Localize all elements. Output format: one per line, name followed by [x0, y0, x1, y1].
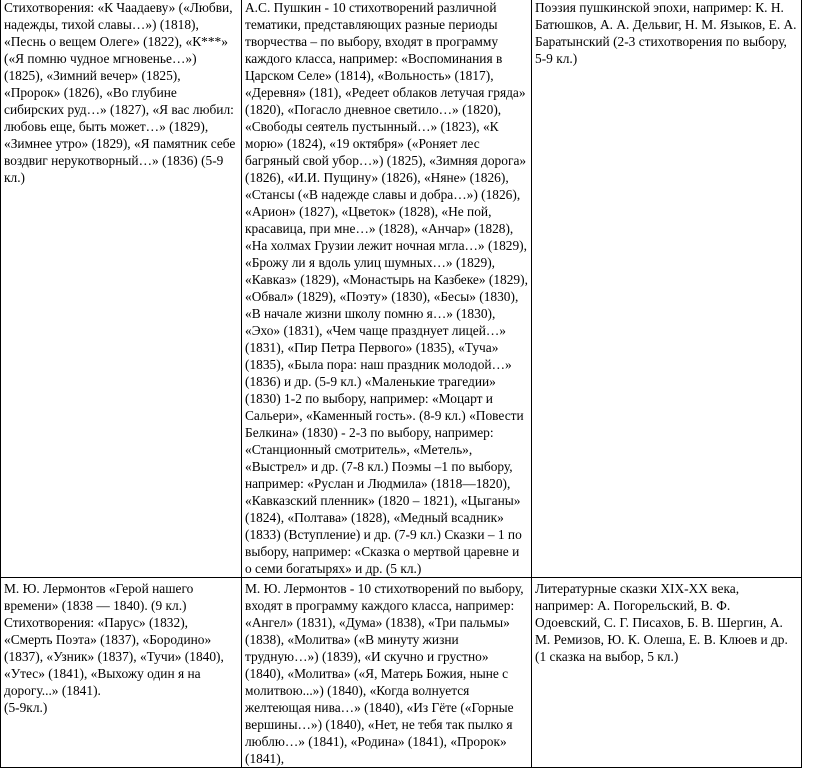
cell-text: М. Ю. Лермонтов - 10 стихотворений по выбору, входят в программу каждого класса, например: «Ангел» (1831), «Дума» (1838), «Три пальмы» (1838), «Молитва» («В минуту жизни трудную…») (1839), «И скучно и грустно» (1840), «Молитва» («Я, Матерь Божия, ныне с молитвою...») (1840), «Когда волнуется желтеющая нива…» (1840), «Из Гёте («Горные вершины…») (1840), «Нет, не тебя так пылко я люблю…» (1841), «Родина» (1841), «Пророк» (1841),: [245, 581, 524, 766]
table-cell-lermontov-selection: [242, 578, 532, 768]
table-cell-lermontov-works: [1, 578, 242, 768]
table-cell-pushkin-era-poetry: [532, 0, 802, 578]
table-cell-literary-tales: [532, 578, 802, 768]
cell-grade: (5-9кл.): [4, 700, 48, 715]
cell-text: Литературные сказки XIX-XX века, например: А. Погорельский, В. Ф. Одоевский, С. Г. Писахов, Б. В. Шергин, А. М. Ремизов, Ю. К. Олеша, Е. В. Клюев и др. (1 сказка на выбор, 5 кл.): [535, 581, 788, 664]
table-row: [1, 0, 802, 578]
table-cell-pushkin-poems: [1, 0, 242, 578]
table-row: [1, 578, 802, 768]
cell-text: Стихотворения: «К Чаадаеву» («Любви, надежды, тихой славы…») (1818), «Песнь о вещем Олеге» (1822), «К***» («Я помню чудное мгновенье…») (1825), «Зимний вечер» (1825), «Пророк» (1826), «Во глубине сибирских руд…» (1827), «Я вас любил: любовь еще, быть может…» (1829), «Зимнее утро» (1829), «Я памятник себе воздвиг нерукотворный…» (1836) (5-9 кл.): [4, 0, 236, 185]
table-cell-pushkin-selection: [242, 0, 532, 578]
cell-text: М. Ю. Лермонтов «Герой нашего времени» (1838 — 1840). (9 кл.) Стихотворения: «Парус» (1832), «Смерть Поэта» (1837), «Бородино» (1837), «Узник» (1837), «Тучи» (1840), «Утес» (1841), «Выхожу один я на дорогу...» (1841).: [4, 581, 224, 698]
cell-text: А.С. Пушкин - 10 стихотворений различной тематики, представляющих разные периоды творчества – по выбору, входят в программу каждого класса, например: «Воспоминания в Царском Селе» (1814), «Вольность» (1817), «Деревня» (181), «Редеет облаков летучая гряда» (1820), «Погасло дневное светило…» (1820), «Свободы сеятель пустынный…» (1823), «К морю» (1824), «19 октября» («Роняет лес багряный свой убор…») (1825), «Зимняя дорога» (1826), «И.И. Пущину» (1826), «Няне» (1826), «Стансы («В надежде славы и добра…») (1826), «Арион» (1827), «Цветок» (1828), «Не пой, красавица, при мне…» (1828), «Анчар» (1828), «На холмах Грузии лежит ночная мгла…» (1829), «Брожу ли я вдоль улиц шумных…» (1829), «Кавказ» (1829), «Монастырь на Казбеке» (1829), «Обвал» (1829), «Поэту» (1830), «Бесы» (1830), «В начале жизни школу помню я…» (1830), «Эхо» (1831), «Чем чаще празднует лицей…» (1831), «Пир Петра Первого» (1835), «Туча» (1835), «Была пора: наш праздник молодой…» (1836) и др. (5-9 кл.) «Маленькие трагедии» (1830) 1-2 по выбору, например: «Моцарт и Сальери», «Каменный гость». (8-9 кл.) «Повести Белкина» (1830) - 2-3 по выбору, например: «Станционный смотритель», «Метель», «Выстрел» и др. (7-8 кл.) Поэмы –1 по выбору, например: «Руслан и Людмила» (1818—1820), «Кавказский пленник» (1820 – 1821), «Цыганы» (1824), «Полтава» (1828), «Медный всадник» (1833) (Вступление) и др. (7-9 кл.) Сказки – 1 по выбору, например: «Сказка о мертвой царевне и о семи богатырях» и др. (5 кл.): [245, 0, 528, 576]
cell-text: Поэзия пушкинской эпохи, например: К. Н. Батюшков, А. А. Дельвиг, Н. М. Языков, Е. А. Баратынский (2-3 стихотворения по выбору, 5-9 кл.): [535, 0, 797, 66]
